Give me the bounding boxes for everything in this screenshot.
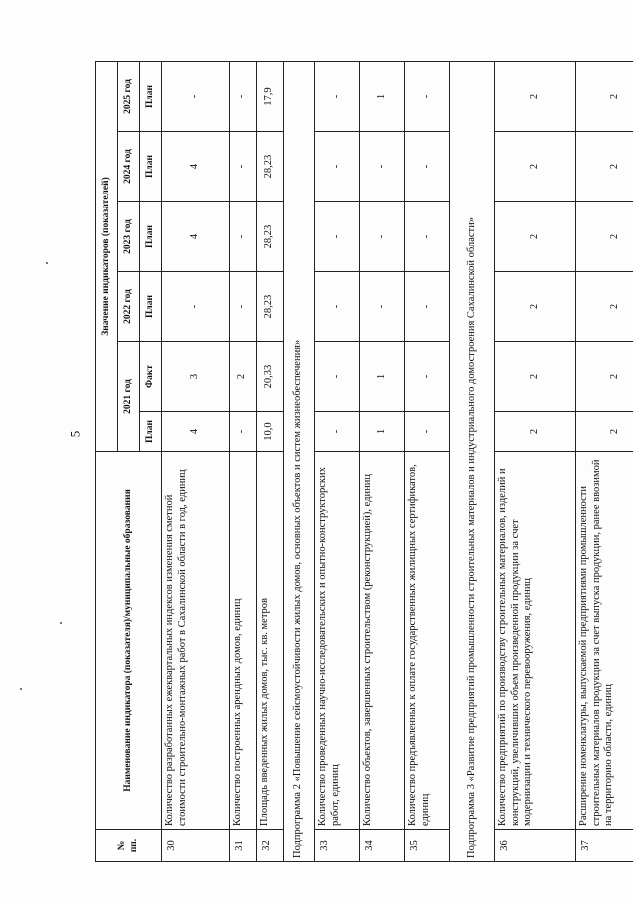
table-row (162, 61, 230, 861)
row-num: 34 (360, 830, 405, 862)
cell-2021-fact: 2 (229, 342, 256, 412)
cell-2022-plan: 28,23 (256, 272, 283, 342)
scan-speck (46, 262, 48, 264)
cell-2021-plan: 10,0 (256, 412, 283, 452)
indicators-table (95, 61, 633, 862)
row-num: 36 (495, 830, 576, 862)
cell-2025-plan: 2 (495, 61, 576, 131)
cell-2023-plan: - (405, 202, 450, 272)
cell-2021-fact: 20,33 (256, 342, 283, 412)
subprogram-row (283, 61, 315, 861)
scan-speck (60, 622, 62, 624)
row-name: Количество построенных арендных домов, единиц (229, 452, 256, 830)
row-name: Количество предприятий по производству строительных материалов, изделий и конструкций, увеличивших объем произведенной продукции за счет модернизации и технического перевооружения, единиц (495, 452, 576, 830)
scan-speck (20, 688, 22, 690)
cell-2024-plan: - (405, 132, 450, 202)
cell-2024-plan: 4 (162, 132, 230, 202)
cell-2025-plan: 1 (360, 61, 405, 131)
page-number: 5 (67, 430, 83, 438)
subprogram-title: Подпрограмма 2 «Повышение сейсмоустойчивости жилых домов, основных объектов и систем жизнеобеспечения» (283, 61, 315, 861)
cell-2025-plan: - (162, 61, 230, 131)
cell-2024-plan: - (229, 132, 256, 202)
cell-2025-plan: 2 (576, 61, 633, 131)
cell-2021-plan: 1 (360, 412, 405, 452)
cell-2021-fact: 3 (162, 342, 230, 412)
row-name: Количество объектов, завершенных строительством (реконструкцией), единиц (360, 452, 405, 830)
cell-2021-plan: - (405, 412, 450, 452)
header-year: 2025 год (118, 61, 140, 131)
cell-2025-plan: - (315, 61, 360, 131)
header-year: 2021 год (118, 342, 140, 452)
cell-2022-plan: - (315, 272, 360, 342)
cell-2021-fact: - (405, 342, 450, 412)
cell-2025-plan: - (229, 61, 256, 131)
header-year: 2022 год (118, 272, 140, 342)
cell-2021-plan: 4 (162, 412, 230, 452)
rotated-table-container (95, 62, 633, 862)
cell-2024-plan: 2 (495, 132, 576, 202)
cell-2024-plan: 2 (576, 132, 633, 202)
cell-2023-plan: - (360, 202, 405, 272)
header-plan: План (140, 412, 162, 452)
cell-2021-plan: 2 (495, 412, 576, 452)
table-row (315, 61, 360, 861)
table-row (495, 61, 576, 861)
cell-2021-plan: 2 (576, 412, 633, 452)
cell-2021-plan: - (315, 412, 360, 452)
cell-2025-plan: - (405, 61, 450, 131)
row-num: 35 (405, 830, 450, 862)
header-plan: План (140, 132, 162, 202)
cell-2022-plan: - (405, 272, 450, 342)
header-year: 2024 год (118, 132, 140, 202)
cell-2024-plan: 28,23 (256, 132, 283, 202)
header-name: Наименование индикатора (показателя)/муниципальные образования (96, 452, 162, 830)
row-name: Количество проведенных научно-исследовательских и опытно-конструкторских работ, единиц (315, 452, 360, 830)
header-plan: План (140, 272, 162, 342)
row-name: Количество разработанных ежеквартальных индексов изменения сметной стоимости строительно-монтажных работ в Сахалинской области в год, единиц (162, 452, 230, 830)
cell-2021-fact: 2 (576, 342, 633, 412)
cell-2023-plan: 2 (576, 202, 633, 272)
header-fact: Факт (140, 342, 162, 412)
row-num: 31 (229, 830, 256, 862)
cell-2022-plan: - (360, 272, 405, 342)
row-num: 32 (256, 830, 283, 862)
table-row (576, 61, 633, 861)
header-plan: План (140, 61, 162, 131)
cell-2023-plan: 28,23 (256, 202, 283, 272)
subprogram-row (450, 61, 495, 861)
cell-2023-plan: - (315, 202, 360, 272)
header-year: 2023 год (118, 202, 140, 272)
cell-2025-plan: 17,9 (256, 61, 283, 131)
subprogram-title: Подпрограмма 3 «Развитие предприятий промышленности строительных материалов и индустриального домостроения Сахалинской области» (450, 61, 495, 861)
cell-2021-fact: 2 (495, 342, 576, 412)
cell-2023-plan: 4 (162, 202, 230, 272)
row-num: 30 (162, 830, 230, 862)
row-name: Площадь введенных жилых домов, тыс. кв. метров (256, 452, 283, 830)
header-values-group: Значение индикаторов (показателей) (96, 61, 118, 451)
cell-2022-plan: - (229, 272, 256, 342)
row-num: 37 (576, 830, 633, 862)
table-row (256, 61, 283, 861)
cell-2023-plan: - (229, 202, 256, 272)
header-plan: План (140, 202, 162, 272)
cell-2023-plan: 2 (495, 202, 576, 272)
row-name: Расширение номенклатуры, выпускаемой предприятиями промышленности строительных материалов продукции за счет выпуска продукции, ранее ввозимой на территорию области, единиц (576, 452, 633, 830)
header-num: № пп. (96, 830, 162, 862)
cell-2024-plan: - (315, 132, 360, 202)
table-row (405, 61, 450, 861)
cell-2022-plan: 2 (576, 272, 633, 342)
cell-2022-plan: - (162, 272, 230, 342)
cell-2024-plan: - (360, 132, 405, 202)
cell-2022-plan: 2 (495, 272, 576, 342)
table-row (360, 61, 405, 861)
table-row (229, 61, 256, 861)
row-num: 33 (315, 830, 360, 862)
row-name: Количество предъявленных к оплате государственных жилищных сертификатов, единиц (405, 452, 450, 830)
cell-2021-plan: - (229, 412, 256, 452)
cell-2021-fact: - (315, 342, 360, 412)
cell-2021-fact: 1 (360, 342, 405, 412)
